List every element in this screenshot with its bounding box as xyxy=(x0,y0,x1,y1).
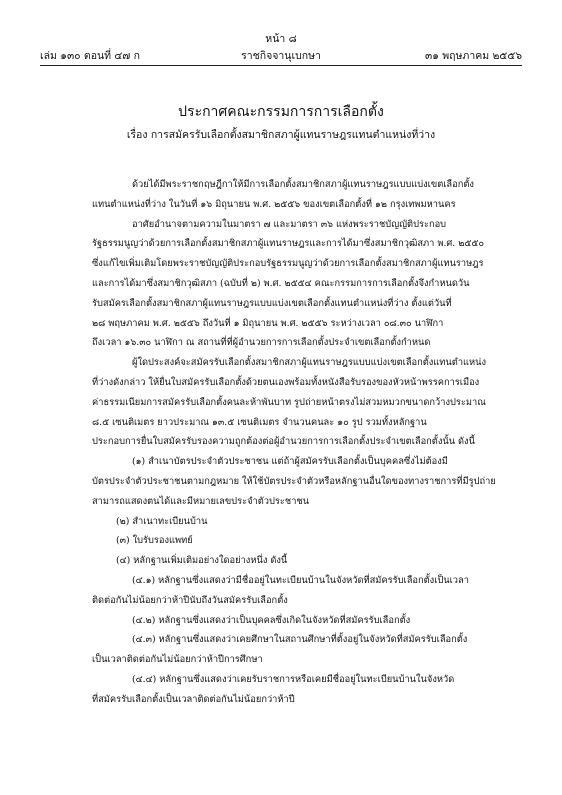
sub-item-line: (๔.๓) หลักฐานซึ่งแสดงว่าเคยศึกษาในสถานศึกษาที่ตั้งอยู่ในจังหวัดที่สมัครรับเลือกตั้ง xyxy=(132,634,468,646)
paragraph-line: ที่ว่างดังกล่าว ให้ยื่นใบสมัครรับเลือกตั้งด้วยตนเองพร้อมทั้งหนังสือรับรองของหัวหน้าพรรคการเมือง xyxy=(92,376,480,388)
list-item: (๒) สำเนาทะเบียนบ้าน xyxy=(116,515,208,527)
paragraph xyxy=(92,215,524,235)
gazette-name: ราชกิจจานุเบกษา xyxy=(241,50,321,62)
sub-item-line: ติดต่อกันไม่น้อยกว่าห้าปีนับถึงวันสมัครรับเลือกตั้ง xyxy=(92,594,288,606)
page-number: หน้า ๘ xyxy=(265,33,297,45)
paragraph-line: (๑) สำเนาบัตรประจำตัวประชาชน แต่ถ้าผู้สมัครรับเลือกตั้งเป็นบุคคลซึ่งไม่ต้องมี xyxy=(132,456,448,468)
paragraph-line: ค่าธรรมเนียมการสมัครรับเลือกตั้งคนละห้าพันบาท รูปถ่ายหน้าตรงไม่สวมหมวกขนาดกว้างประมาณ xyxy=(92,396,486,408)
sub-item-line: (๔.๔) หลักฐานซึ่งแสดงว่าเคยรับราชการหรือเคยมีชื่ออยู่ในทะเบียนบ้านในจังหวัด xyxy=(132,673,455,685)
paragraph-line: สามารถแสดงตนได้และมีหมายเลขประจำตัวประชาชน xyxy=(92,495,310,507)
sub-item-line: (๔.๒) หลักฐานซึ่งแสดงว่าเป็นบุคคลซึ่งเกิดในจังหวัดที่สมัครรับเลือกตั้ง xyxy=(132,614,411,626)
header-divider xyxy=(40,65,522,66)
paragraph-line: แทนตำแหน่งที่ว่าง ในวันที่ ๑๖ มิถุนายน พ.ศ. ๒๕๕๖ ของเขตเลือกตั้งที่ ๑๒ กรุงเทพมหานคร xyxy=(92,198,456,210)
list-item: (๔) หลักฐานเพิ่มเติมอย่างใดอย่างหนึ่ง ดังนี้ xyxy=(116,555,288,567)
list-item: (๓) ใบรับรองแพทย์ xyxy=(116,535,193,547)
paragraph-line: บัตรประจำตัวประชาชนตามกฎหมาย ให้ใช้บัตรประจำตัวหรือหลักฐานอื่นใดของทางราชการที่มีรูปถ่าย xyxy=(92,475,496,487)
paragraph-line: และการได้มาซึ่งสมาชิกวุฒิสภา (ฉบับที่ ๒) พ.ศ. ๒๕๕๔ คณะกรรมการการเลือกตั้งจึงกำหนดวัน xyxy=(92,277,470,289)
volume-issue: เล่ม ๑๓๐ ตอนที่ ๔๗ ก xyxy=(40,50,140,62)
paragraph-line: รับสมัครเลือกตั้งสมาชิกสภาผู้แทนราษฎรแบบแบ่งเขตเลือกตั้งแทนตำแหน่งที่ว่าง ตั้งแต่วันที่ xyxy=(92,297,452,309)
sub-item-line: (๔.๑) หลักฐานซึ่งแสดงว่ามีชื่ออยู่ในทะเบียนบ้านในจังหวัดที่สมัครรับเลือกตั้งเป็นเวลา xyxy=(132,574,469,586)
gazette-header xyxy=(40,47,522,63)
paragraph xyxy=(92,175,524,195)
sub-item-line: เป็นเวลาติดต่อกันไม่น้อยกว่าห้าปีการศึกษา xyxy=(92,654,263,666)
announcement-title: ประกาศคณะกรรมการการเลือกตั้ง xyxy=(178,104,384,120)
paragraph-line: รัฐธรรมนูญว่าด้วยการเลือกตั้งสมาชิกสภาผู้แทนราษฎรและการได้มาซึ่งสมาชิกวุฒิสภา พ.ศ. ๒๕๕๐ xyxy=(92,238,485,250)
sub-item-line: ที่สมัครรับเลือกตั้งเป็นเวลาติดต่อกันไม่น้อยกว่าห้าปี xyxy=(92,693,295,705)
announcement-body xyxy=(92,175,524,710)
paragraph-line: ๘.๕ เซนติเมตร ยาวประมาณ ๑๓.๕ เซนติเมตร จำนวนคนละ ๑๐ รูป รวมทั้งหลักฐาน xyxy=(92,416,427,428)
paragraph-line: ด้วยได้มีพระราชกฤษฎีกาให้มีการเลือกตั้งสมาชิกสภาผู้แทนราษฎรแบบแบ่งเขตเลือกตั้ง xyxy=(132,179,474,190)
paragraph-line: อาศัยอำนาจตามความในมาตรา ๗ และมาตรา ๓๖ แห่งพระราชบัญญัติประกอบ xyxy=(132,218,447,230)
publication-date: ๓๑ พฤษภาคม ๒๕๕๖ xyxy=(425,50,522,62)
paragraph-line: ผู้ใดประสงค์จะสมัครรับเลือกตั้งสมาชิกสภาผู้แทนราษฎรแบบแบ่งเขตเลือกตั้งแทนตำแหน่ง xyxy=(132,357,487,369)
paragraph-line: ประกอบการยื่นใบสมัครรับรองความถูกต้องต่อผู้อำนวยการการเลือกตั้งประจำเขตเลือกตั้งนั้น ดังนี้ xyxy=(92,436,475,448)
paragraph xyxy=(92,452,524,472)
announcement-subject: เรื่อง การสมัครรับเลือกตั้งสมาชิกสภาผู้แทนราษฎรแทนตำแหน่งที่ว่าง xyxy=(126,129,436,141)
paragraph xyxy=(92,353,524,373)
paragraph-line: ซึ่งแก้ไขเพิ่มเติมโดยพระราชบัญญัติประกอบรัฐธรรมนูญว่าด้วยการเลือกตั้งสมาชิกสภาผู้แทนราษฎร xyxy=(92,258,484,270)
paragraph-line: ถึงเวลา ๑๖.๓๐ นาฬิกา ณ สถานที่ที่ผู้อำนวยการการเลือกตั้งประจำเขตเลือกตั้งกำหนด xyxy=(92,337,431,349)
paragraph-line: ๒๘ พฤษภาคม พ.ศ. ๒๕๕๖ ถึงวันที่ ๑ มิถุนายน พ.ศ. ๒๕๕๖ ระหว่างเวลา ๐๘.๓๐ นาฬิกา xyxy=(92,317,444,329)
